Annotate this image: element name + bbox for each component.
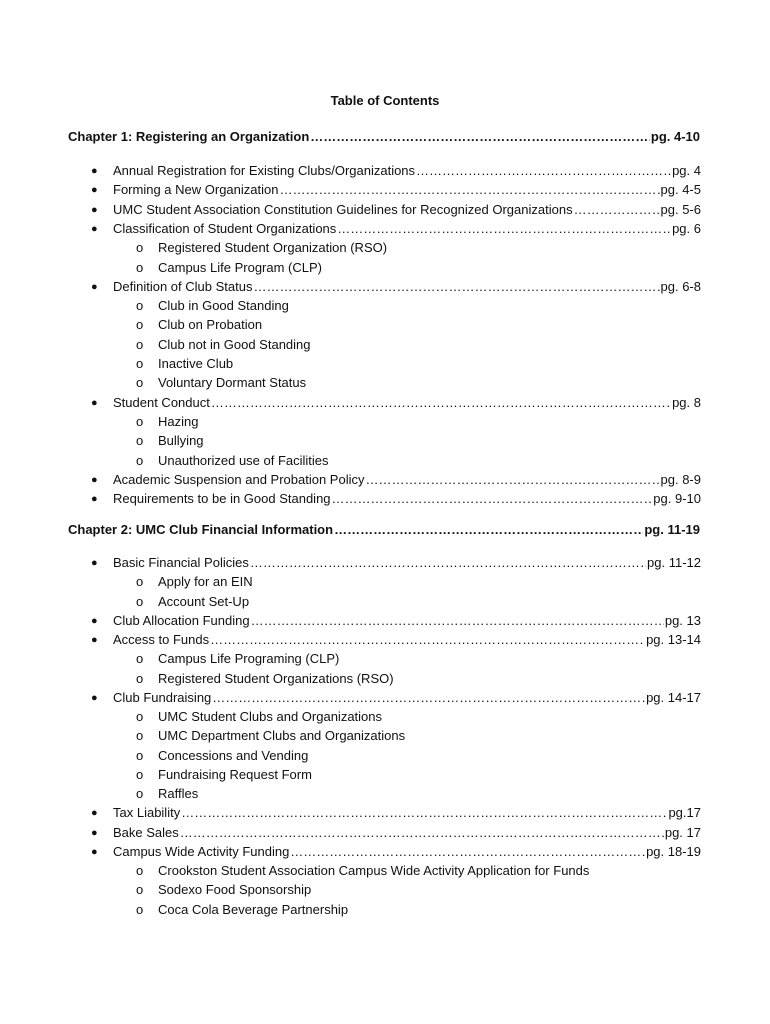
- toc-item: [113, 490, 701, 508]
- toc-subitem: [158, 374, 698, 392]
- toc-subitem: [158, 593, 698, 611]
- toc-subitem: [158, 452, 698, 470]
- toc-item-label: UMC Student Association Constitution Guidelines for Recognized Organizations: [113, 201, 573, 217]
- toc-subitem-label: Raffles: [158, 786, 199, 801]
- sub-bullet-icon: o: [136, 766, 144, 782]
- chapter-2-pages: pg. 11-19: [644, 522, 700, 537]
- toc-subitem: [158, 355, 698, 373]
- toc-item-label: Requirements to be in Good Standing: [113, 491, 331, 507]
- bullet-icon: ●: [91, 807, 98, 820]
- toc-subitem-label: Crookston Student Association Campus Wide Activity Application for Funds: [158, 863, 590, 878]
- toc-subitem: [158, 862, 698, 880]
- toc-item-pages: pg. 13-14: [646, 632, 701, 647]
- toc-subitem: [158, 573, 698, 591]
- toc-item-pages: pg. 9-10: [653, 491, 701, 507]
- leader-dots: [212, 689, 645, 707]
- toc-subitem-label: Unauthorized use of Facilities: [158, 452, 329, 468]
- toc-item-label: Annual Registration for Existing Clubs/Organizations: [113, 163, 416, 178]
- sub-bullet-icon: o: [136, 298, 144, 314]
- bullet-icon: ●: [91, 634, 98, 646]
- toc-subitem: [158, 670, 698, 688]
- toc-item-label: Basic Financial Policies: [113, 555, 249, 570]
- leader-dots: [211, 394, 671, 412]
- toc-item-pages: pg. 6: [672, 220, 701, 236]
- toc-item: [113, 804, 701, 822]
- toc-item: [113, 394, 701, 412]
- toc-subitem: [158, 432, 698, 450]
- chapter-1-heading: [68, 129, 700, 144]
- leader-dots: [290, 843, 645, 861]
- leader-dots: [334, 522, 643, 537]
- toc-item-label: Access to Funds: [113, 632, 210, 647]
- toc-subitem-label: Campus Life Programing (CLP): [158, 651, 340, 667]
- sub-bullet-icon: o: [136, 574, 144, 590]
- bullet-icon: ●: [91, 557, 98, 569]
- bullet-icon: ●: [91, 845, 98, 858]
- toc-subitem: [158, 766, 698, 784]
- leader-dots: [251, 612, 664, 630]
- toc-subitem: [158, 881, 698, 899]
- sub-bullet-icon: o: [136, 317, 144, 333]
- toc-item: [113, 278, 701, 296]
- sub-bullet-icon: o: [136, 882, 144, 898]
- chapter-2-title: Chapter 2: UMC Club Financial Information: [68, 522, 334, 537]
- toc-subitem-label: Concessions and Vending: [158, 747, 309, 763]
- toc-subitem-label: UMC Department Clubs and Organizations: [158, 728, 406, 744]
- chapter-1-pages: pg. 4-10: [650, 129, 700, 144]
- toc-subitem-label: Hazing: [158, 413, 199, 429]
- toc-item-label: Bake Sales: [113, 824, 179, 840]
- bullet-icon: ●: [91, 222, 98, 235]
- sub-bullet-icon: o: [136, 240, 144, 256]
- toc-item-label: Club Allocation Funding: [113, 612, 250, 628]
- toc-item-label: Student Conduct: [113, 394, 210, 410]
- toc-item: [113, 843, 701, 861]
- toc-subitem-label: Club on Probation: [158, 317, 263, 333]
- toc-subitem-label: Apply for an EIN: [158, 574, 253, 590]
- sub-bullet-icon: o: [136, 863, 144, 878]
- bullet-icon: ●: [91, 184, 98, 197]
- toc-subitem-label: Campus Life Program (CLP): [158, 259, 322, 275]
- toc-subitem-label: Fundraising Request Form: [158, 766, 312, 782]
- toc-item: [113, 471, 701, 489]
- chapter-1-title: Chapter 1: Registering an Organization: [68, 129, 310, 144]
- sub-bullet-icon: o: [136, 356, 144, 371]
- toc-item: [113, 824, 701, 842]
- toc-subitem-label: Registered Student Organizations (RSO): [158, 670, 394, 686]
- sub-bullet-icon: o: [136, 786, 144, 801]
- toc-subitem: [158, 259, 698, 277]
- toc-item: [113, 631, 701, 649]
- toc-subitem: [158, 297, 698, 315]
- toc-subitem-label: Sodexo Food Sponsorship: [158, 882, 312, 898]
- sub-bullet-icon: o: [136, 901, 144, 917]
- toc-item-pages: pg.17: [668, 805, 701, 821]
- toc-item: [113, 612, 701, 630]
- sub-bullet-icon: o: [136, 670, 144, 686]
- toc-subitem: [158, 708, 698, 726]
- bullet-icon: ●: [91, 396, 98, 409]
- sub-bullet-icon: o: [136, 593, 144, 609]
- toc-item-label: Tax Liability: [113, 805, 181, 821]
- leader-dots: [310, 129, 650, 144]
- toc-subitem: [158, 785, 698, 803]
- toc-item-pages: pg. 8: [672, 394, 701, 410]
- toc-item-pages: pg. 18-19: [646, 843, 701, 859]
- toc-subitem-label: UMC Student Clubs and Organizations: [158, 709, 383, 724]
- leader-dots: [332, 490, 653, 508]
- leader-dots: [180, 824, 664, 842]
- toc-item-label: Forming a New Organization: [113, 182, 279, 198]
- leader-dots: [416, 162, 671, 180]
- bullet-icon: ●: [91, 473, 98, 486]
- leader-dots: [250, 554, 646, 572]
- sub-bullet-icon: o: [136, 452, 144, 468]
- toc-subitem-label: Bullying: [158, 433, 204, 449]
- toc-subitem-label: Club in Good Standing: [158, 298, 289, 314]
- toc-item: [113, 201, 701, 219]
- leader-dots: [279, 181, 659, 199]
- bullet-icon: ●: [91, 614, 98, 627]
- sub-bullet-icon: o: [136, 413, 144, 429]
- toc-item-pages: pg. 5-6: [660, 201, 701, 217]
- sub-bullet-icon: o: [136, 375, 144, 391]
- toc-item-pages: pg. 17: [664, 824, 701, 840]
- leader-dots: [181, 804, 667, 822]
- toc-item-pages: pg. 6-8: [660, 278, 701, 294]
- toc-item: [113, 181, 701, 199]
- toc-item-pages: pg. 8-9: [660, 471, 701, 487]
- toc-subitem: [158, 239, 698, 257]
- sub-bullet-icon: o: [136, 728, 144, 744]
- toc-subitem-label: Inactive Club: [158, 356, 234, 371]
- toc-subitem: [158, 650, 698, 668]
- toc-item-label: Academic Suspension and Probation Policy: [113, 471, 365, 487]
- sub-bullet-icon: o: [136, 747, 144, 763]
- bullet-icon: ●: [91, 280, 98, 293]
- page-title: Table of Contents: [330, 93, 440, 108]
- toc-subitem: [158, 901, 698, 919]
- toc-subitem-label: Voluntary Dormant Status: [158, 375, 307, 391]
- toc-subitem: [158, 747, 698, 765]
- toc-item-label: Campus Wide Activity Funding: [113, 843, 290, 859]
- toc-item: [113, 689, 701, 707]
- bullet-icon: ●: [91, 165, 98, 177]
- toc-subitem-label: Registered Student Organization (RSO): [158, 240, 388, 256]
- chapter-2-heading: [68, 522, 700, 537]
- toc-item: [113, 220, 701, 238]
- leader-dots: [337, 220, 671, 238]
- bullet-icon: ●: [91, 691, 98, 704]
- toc-subitem: [158, 413, 698, 431]
- toc-subitem-label: Club not in Good Standing: [158, 336, 311, 352]
- sub-bullet-icon: o: [136, 709, 144, 724]
- leader-dots: [253, 278, 659, 296]
- toc-item-pages: pg. 4-5: [660, 182, 701, 198]
- leader-dots: [365, 471, 659, 489]
- sub-bullet-icon: o: [136, 651, 144, 667]
- toc-item-label: Definition of Club Status: [113, 278, 253, 294]
- toc-subitem-label: Account Set-Up: [158, 593, 250, 609]
- bullet-icon: ●: [91, 493, 98, 506]
- toc-subitem-label: Coca Cola Beverage Partnership: [158, 901, 349, 917]
- sub-bullet-icon: o: [136, 259, 144, 275]
- toc-subitem: [158, 727, 698, 745]
- toc-item-pages: pg. 4: [672, 163, 701, 178]
- toc-item-pages: pg. 13: [664, 612, 701, 628]
- toc-item-label: Club Fundraising: [113, 689, 212, 705]
- toc-item-label: Classification of Student Organizations: [113, 220, 337, 236]
- toc-subitem: [158, 316, 698, 334]
- toc-item-pages: pg. 11-12: [647, 555, 701, 570]
- toc-item: [113, 162, 701, 180]
- bullet-icon: ●: [91, 203, 98, 216]
- leader-dots: [574, 201, 660, 219]
- leader-dots: [210, 631, 645, 649]
- toc-item: [113, 554, 701, 572]
- sub-bullet-icon: o: [136, 336, 144, 352]
- sub-bullet-icon: o: [136, 433, 144, 449]
- toc-item-pages: pg. 14-17: [646, 689, 701, 705]
- bullet-icon: ●: [91, 826, 98, 839]
- toc-subitem: [158, 336, 698, 354]
